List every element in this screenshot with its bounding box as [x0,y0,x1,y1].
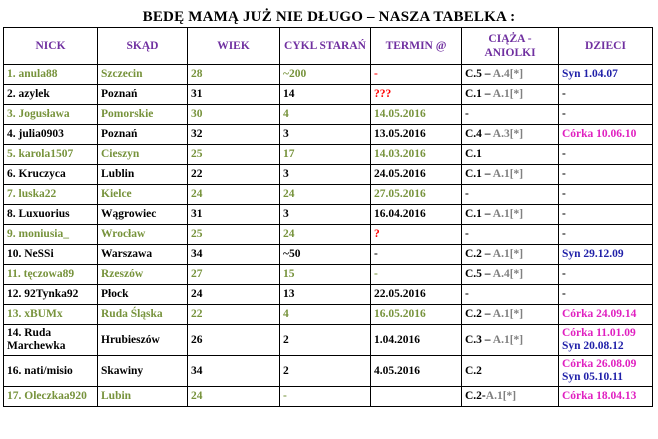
cell-termin: 4.05.2016 [371,356,462,387]
cell-dzieci [559,305,653,325]
cell-skad: Wrocław [98,225,188,245]
col-header-ciaza: CIĄŻA - ANIOLKI [462,28,559,65]
aniolki-value: A.1[*] [492,333,524,346]
table-row [4,105,653,125]
cell-skad: Lubin [98,387,188,407]
cell-termin: 1.04.2016 [371,325,462,356]
cell-wiek: 26 [188,325,280,356]
ciaza-value: C.2 [465,364,482,377]
aniolki-value: A.4[*] [492,268,524,280]
table-row [4,245,653,265]
cell-termin: 14.05.2016 [371,105,462,125]
cell-nick: 5. karola1507 [4,145,98,165]
cell-nick: 3. Jogusława [4,105,98,125]
dziecko-entry: Córka 10.06.10 [562,128,637,140]
cell-wiek: 22 [188,305,280,325]
cell-skad: Poznań [98,85,188,105]
cell-ciaza [462,356,559,387]
dziecko-entry: - [562,108,566,120]
table-row [4,285,653,305]
page-title: BEDĘ MAMĄ JUŻ NIE DŁUGO – NASZA TABELKA : [142,9,516,25]
cell-wiek: 32 [188,125,280,145]
cell-nick: 14. Ruda Marchewka [4,325,98,356]
cell-termin: ??? [371,85,462,105]
table-row [4,125,653,145]
cell-dzieci [559,285,653,305]
cell-dzieci [559,145,653,165]
table-row [4,305,653,325]
col-header-dzieci: DZIECI [559,28,653,65]
cell-cykl: 13 [280,285,371,305]
cell-dzieci [559,225,653,245]
cell-termin: - [371,65,462,85]
cell-ciaza [462,265,559,285]
dziecko-entry: - [562,288,566,300]
cell-skad: Cieszyn [98,145,188,165]
cell-ciaza [462,325,559,356]
cell-nick: 13. xBUMx [4,305,98,325]
cell-nick: 7. luska22 [4,185,98,205]
ciaza-value: - [465,188,469,200]
cell-nick: 17. Oleczkaa920 [4,387,98,407]
cell-termin: 27.05.2016 [371,185,462,205]
cell-wiek: 25 [188,145,280,165]
cell-cykl: 3 [280,125,371,145]
cell-termin: 16.04.2016 [371,205,462,225]
cell-skad: Warszawa [98,245,188,265]
table-row [4,325,653,356]
cell-wiek: 27 [188,265,280,285]
cell-wiek: 25 [188,225,280,245]
cell-nick: 9. moniusia_ [4,225,98,245]
cell-termin: 14.03.2016 [371,145,462,165]
cell-skad: Szczecin [98,65,188,85]
cell-wiek: 34 [188,356,280,387]
aniolki-value: A.1[*] [492,308,524,320]
dziecko-entry: Córka 26.08.09 [562,358,637,370]
cell-cykl: 15 [280,265,371,285]
members-table [3,27,653,407]
cell-nick: 16. nati/misio [4,356,98,387]
dziecko-entry: - [562,88,566,100]
dziecko-entry: - [562,208,566,220]
cell-cykl: ~50 [280,245,371,265]
cell-dzieci [559,356,653,387]
ciaza-value: - [465,228,469,240]
cell-wiek: 22 [188,165,280,185]
cell-nick: 8. Luxuorius [4,205,98,225]
cell-nick: 10. NeSSi [4,245,98,265]
ciaza-value: C.2- [465,390,486,402]
col-header-nick: NICK [4,28,98,65]
dziecko-entry: - [562,188,566,200]
cell-nick: 6. Kruczyca [4,165,98,185]
aniolki-value: A.1[*] [492,168,524,180]
cell-wiek: 24 [188,387,280,407]
cell-skad: Lublin [98,165,188,185]
col-header-termin: TERMIN @ [371,28,462,65]
aniolki-value: A.4[*] [492,68,524,80]
col-header-cykl: CYKL STARAŃ [280,28,371,65]
dziecko-entry: Syn 1.04.07 [562,68,618,80]
cell-ciaza [462,65,559,85]
cell-dzieci [559,205,653,225]
cell-skad: Pomorskie [98,105,188,125]
col-header-skad: SKĄD [98,28,188,65]
table-row [4,65,653,85]
aniolki-value: A.1[*] [492,208,524,220]
cell-dzieci [559,165,653,185]
cell-cykl: 2 [280,325,371,356]
ciaza-value: C.2 – [465,248,493,260]
cell-dzieci [559,105,653,125]
cell-dzieci [559,125,653,145]
ciaza-value: C.5 – [465,268,493,280]
cell-ciaza [462,145,559,165]
cell-dzieci [559,325,653,356]
table-row [4,387,653,407]
dziecko-entry: - [562,148,566,160]
dziecko-entry: Syn 20.08.12 [562,340,624,352]
cell-nick: 2. azylek [4,85,98,105]
cell-ciaza [462,245,559,265]
cell-skad: Kielce [98,185,188,205]
cell-cykl: 14 [280,85,371,105]
cell-dzieci [559,387,653,407]
cell-nick: 1. anula88 [4,65,98,85]
ciaza-value: C.1 – [465,88,493,100]
dziecko-entry: Córka 11.01.09 [562,327,636,339]
cell-cykl: 3 [280,205,371,225]
table-row [4,185,653,205]
cell-wiek: 31 [188,85,280,105]
cell-wiek: 28 [188,65,280,85]
cell-ciaza [462,285,559,305]
cell-ciaza [462,165,559,185]
cell-nick: 11. tęczowa89 [4,265,98,285]
table-row [4,205,653,225]
ciaza-value: - [465,108,469,120]
ciaza-value: - [465,288,469,300]
dziecko-entry: Syn 05.10.11 [562,371,624,383]
cell-cykl: ~200 [280,65,371,85]
table-row [4,265,653,285]
aniolki-value: A.1[*] [485,390,517,402]
cell-termin: - [371,245,462,265]
ciaza-value: C.1 – [465,208,493,220]
cell-dzieci [559,245,653,265]
header-row [4,28,653,65]
table-row [4,225,653,245]
cell-ciaza [462,205,559,225]
ciaza-value: C.5 – [465,68,493,80]
cell-dzieci [559,185,653,205]
cell-wiek: 24 [188,285,280,305]
cell-ciaza [462,105,559,125]
cell-termin: 13.05.2016 [371,125,462,145]
dziecko-entry: Syn 29.12.09 [562,248,624,260]
cell-skad: Ruda Śląska [98,305,188,325]
cell-dzieci [559,65,653,85]
cell-wiek: 24 [188,185,280,205]
dziecko-entry: - [562,268,566,280]
cell-skad: Płock [98,285,188,305]
cell-nick: 12. 92Tynka92 [4,285,98,305]
cell-cykl: 4 [280,305,371,325]
cell-termin [371,387,462,407]
cell-skad: Hrubieszów [98,325,188,356]
dziecko-entry: Córka 24.09.14 [562,308,637,320]
cell-cykl: 24 [280,185,371,205]
cell-termin: 22.05.2016 [371,285,462,305]
cell-ciaza [462,387,559,407]
ciaza-value: C.2 – [465,308,493,320]
table-row [4,145,653,165]
cell-skad: Skawiny [98,356,188,387]
cell-termin: 24.05.2016 [371,165,462,185]
cell-dzieci [559,85,653,105]
cell-skad: Wągrowiec [98,205,188,225]
aniolki-value: A.1[*] [492,248,524,260]
aniolki-value: A.3[*] [492,128,524,140]
cell-wiek: 31 [188,205,280,225]
cell-termin: ? [371,225,462,245]
table-row [4,356,653,387]
cell-termin: - [371,265,462,285]
cell-wiek: 34 [188,245,280,265]
table-row [4,165,653,185]
cell-wiek: 30 [188,105,280,125]
cell-cykl: 3 [280,165,371,185]
cell-termin: 16.05.2016 [371,305,462,325]
ciaza-value: C.1 – [465,168,493,180]
col-header-wiek: WIEK [188,28,280,65]
cell-cykl: 24 [280,225,371,245]
ciaza-value: C.1 [465,148,482,160]
cell-ciaza [462,305,559,325]
cell-ciaza [462,185,559,205]
ciaza-value: C.4 – [465,128,493,140]
cell-cykl: 2 [280,356,371,387]
dziecko-entry: Córka 18.04.13 [562,390,637,402]
cell-ciaza [462,225,559,245]
cell-cykl: - [280,387,371,407]
table-row [4,85,653,105]
cell-cykl: 17 [280,145,371,165]
cell-nick: 4. julia0903 [4,125,98,145]
cell-skad: Poznań [98,125,188,145]
cell-skad: Rzeszów [98,265,188,285]
cell-ciaza [462,85,559,105]
aniolki-value: A.1[*] [492,88,524,100]
dziecko-entry: - [562,228,566,240]
dziecko-entry: - [562,168,566,180]
ciaza-value: C.3 – [465,333,493,346]
cell-dzieci [559,265,653,285]
cell-ciaza [462,125,559,145]
cell-cykl: 4 [280,105,371,125]
